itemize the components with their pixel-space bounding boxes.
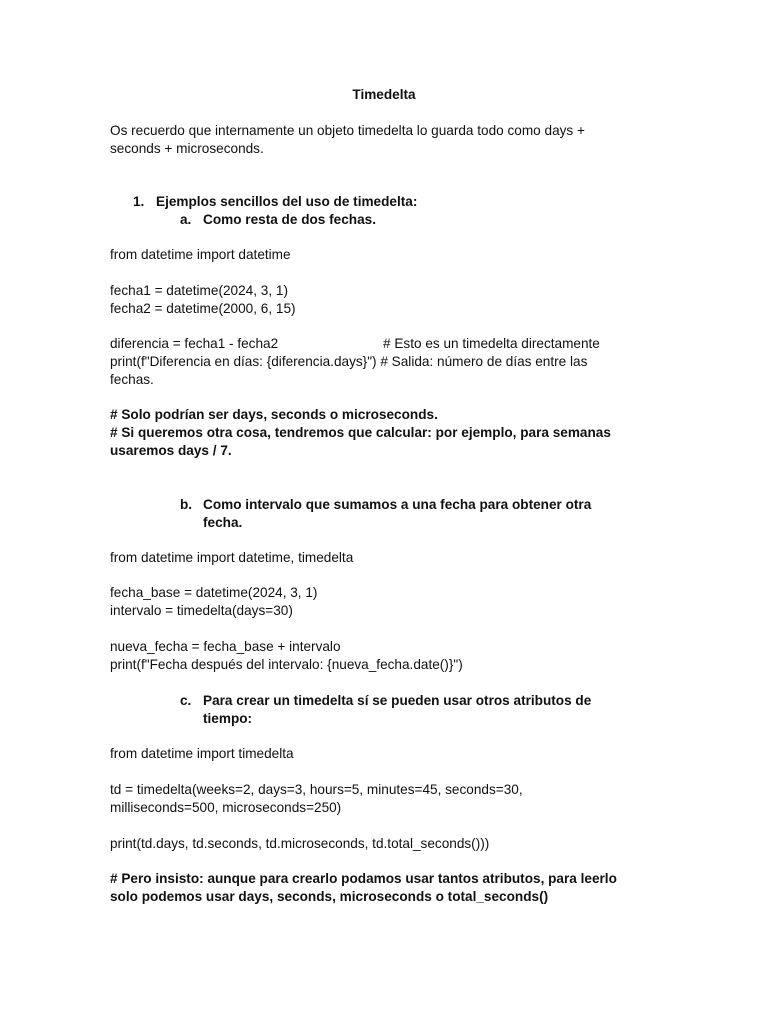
code-b-intervalo: intervalo = timedelta(days=30) <box>110 603 293 618</box>
code-a-print-line-2: fechas. <box>110 372 154 387</box>
note-c-line-1: # Pero insisto: aunque para crearlo podamos usar tantos atributos, para leerlo <box>110 871 617 886</box>
code-c-import: from datetime import timedelta <box>110 746 294 761</box>
section-1-heading: Ejemplos sencillos del uso de timedelta: <box>156 194 418 209</box>
list-letter-a: a. <box>180 212 192 227</box>
list-letter-b: b. <box>180 497 193 512</box>
sub-c-heading-line-2: tiempo: <box>203 711 253 726</box>
note-a-line-1: # Solo podrían ser days, seconds o microseconds. <box>110 407 438 422</box>
code-b-fecha-base: fecha_base = datetime(2024, 3, 1) <box>110 585 318 600</box>
code-a-import: from datetime import datetime <box>110 247 291 262</box>
code-b-import: from datetime import datetime, timedelta <box>110 550 354 565</box>
code-a-diferencia: diferencia = fecha1 - fecha2 <box>110 336 279 351</box>
note-a-line-3: usaremos days / 7. <box>110 443 232 458</box>
page-title: Timedelta <box>352 87 416 102</box>
sub-b-heading-line-1: Como intervalo que sumamos a una fecha para obtener otra <box>203 497 592 512</box>
sub-b-heading-line-2: fecha. <box>203 515 243 530</box>
code-a-fecha1: fecha1 = datetime(2024, 3, 1) <box>110 283 288 298</box>
code-b-nueva-fecha: nueva_fecha = fecha_base + intervalo <box>110 639 341 654</box>
code-a-diferencia-comment: # Esto es un timedelta directamente <box>383 336 600 351</box>
list-letter-c: c. <box>180 693 192 708</box>
code-b-print: print(f"Fecha después del intervalo: {nueva_fecha.date()}") <box>110 657 463 672</box>
sub-c-heading-line-1: Para crear un timedelta sí se pueden usar otros atributos de <box>203 693 592 708</box>
intro-line-2: seconds + microseconds. <box>110 141 264 156</box>
code-c-td-line-2: milliseconds=500, microseconds=250) <box>110 800 342 815</box>
code-c-print: print(td.days, td.seconds, td.microseconds, td.total_seconds())) <box>110 836 490 851</box>
code-a-fecha2: fecha2 = datetime(2000, 6, 15) <box>110 301 296 316</box>
code-a-print-line-1: print(f"Diferencia en días: {diferencia.days}") # Salida: número de días entre las <box>110 354 588 369</box>
sub-a-heading: Como resta de dos fechas. <box>203 212 376 227</box>
code-c-td-line-1: td = timedelta(weeks=2, days=3, hours=5, minutes=45, seconds=30, <box>110 782 523 797</box>
note-a-line-2: # Si queremos otra cosa, tendremos que calcular: por ejemplo, para semanas <box>110 425 611 440</box>
list-number-1: 1. <box>133 194 145 209</box>
note-c-line-2: solo podemos usar days, seconds, microseconds o total_seconds() <box>110 889 549 904</box>
intro-line-1: Os recuerdo que internamente un objeto timedelta lo guarda todo como days + <box>110 123 585 138</box>
